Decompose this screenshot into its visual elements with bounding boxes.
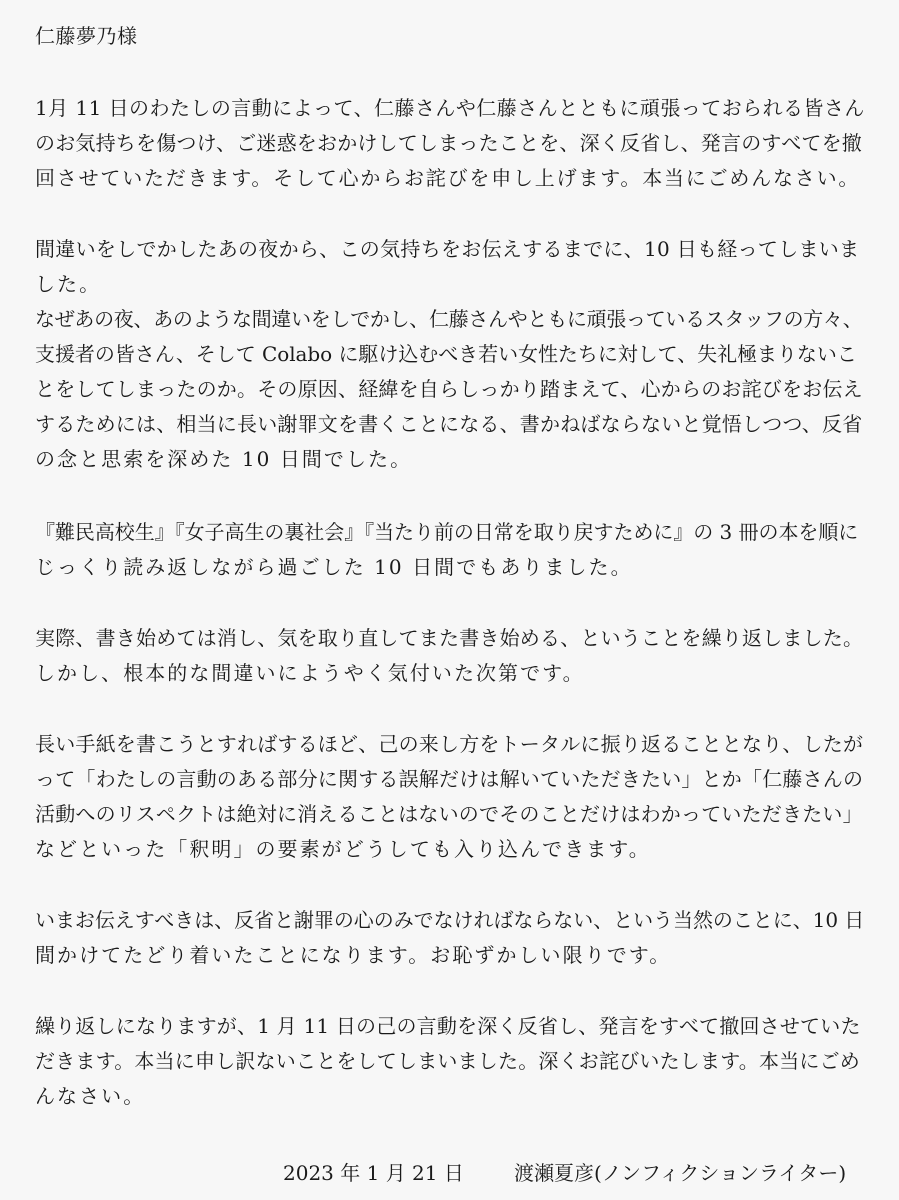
text-line: 繰り返しになりますが、1 月 11 日の己の言動を深く反省し、発言をすべて撤回させていた	[35, 1014, 861, 1038]
text-line: などといった「釈明」の要素がどうしても入り込んできます。	[35, 837, 651, 861]
text-line: いまお伝えすべきは、反省と謝罪の心のみでなければならない、という当然のことに、10 日	[35, 908, 865, 932]
text-line: 1月 11 日のわたしの言動によって、仁藤さんや仁藤さんとともに頑張っておられる皆さん	[35, 96, 865, 120]
text-line: 回させていただきます。そして心からお詫びを申し上げます。本当にごめんなさい。	[35, 166, 861, 190]
text-line: の念と思索を深めた 10 日間でした。	[35, 447, 413, 471]
signature-date: 2023 年 1 月 21 日	[283, 1161, 464, 1185]
text-line: なぜあの夜、あのような間違いをしでかし、仁藤さんやともに頑張っているスタッフの方々、	[35, 307, 863, 331]
text-line: 間かけてたどり着いたことになります。お恥ずかしい限りです。	[35, 943, 672, 967]
text-line: した。	[35, 272, 102, 296]
signature-author: 渡瀬夏彦(ノンフィクションライター)	[514, 1161, 847, 1185]
text-line: んなさい。	[35, 1084, 146, 1108]
text-line: 長い手紙を書こうとすればするほど、己の来し方をトータルに振り返ることとなり、したが	[35, 732, 864, 756]
text-line: 活動へのリスペクトは絶対に消えることはないのでそのことだけはわかっていただきたい」	[35, 802, 863, 826]
text-line: 間違いをしでかしたあの夜から、この気持ちをお伝えするまでに、10 日も経ってしまいま	[35, 237, 860, 261]
text-line: しかし、根本的な間違いにようやく気付いた次第です。	[35, 661, 585, 685]
text-line: とをしてしまったのか。その原因、経緯を自らしっかり踏まえて、心からのお詫びをお伝え	[35, 377, 863, 401]
salutation: 仁藤夢乃様	[35, 24, 138, 48]
text-line: 『難民高校生』『女子高生の裏社会』『当たり前の日常を取り戻すために』の 3 冊の本を順に	[35, 520, 859, 544]
text-line: だきます。本当に申し訳ないことをしてしまいました。深くお詫びいたします。本当にごめ	[35, 1049, 860, 1073]
text-line: 実際、書き始めては消し、気を取り直してまた書き始める、ということを繰り返しました。	[35, 626, 864, 650]
text-line: のお気持ちを傷つけ、ご迷惑をおかけしてしまったことを、深く反省し、発言のすべてを撤	[35, 131, 862, 155]
text-line: って「わたしの言動のある部分に関する誤解だけは解いていただきたい」とか「仁藤さんの	[35, 767, 864, 791]
letter-document	[35, 0, 885, 1200]
text-line: 支援者の皆さん、そして Colabo に駆け込むべき若い女性たちに対して、失礼極まりないこ	[35, 342, 857, 366]
text-line: じっくり読み返しながら過ごした 10 日間でもありました。	[35, 555, 633, 579]
text-line: するためには、相当に長い謝罪文を書くことになる、書かねばならないと覚悟しつつ、反省	[35, 412, 863, 436]
